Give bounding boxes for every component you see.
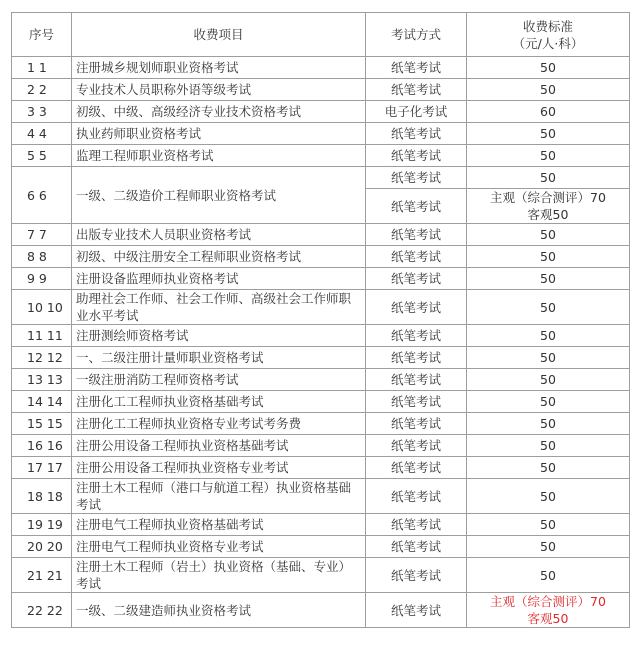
table-row — [12, 347, 630, 369]
row-no: 12 12 — [12, 347, 72, 369]
fee-objective: 客观50 — [527, 611, 569, 626]
table-row — [12, 224, 630, 246]
row-no: 18 18 — [12, 479, 72, 514]
row-item: 注册化工工程师执业资格基础考试 — [72, 391, 366, 413]
table-row — [12, 167, 630, 189]
row-item: 一级、二级造价工程师职业资格考试 — [72, 167, 366, 224]
row-method: 纸笔考试 — [366, 413, 467, 435]
row-fee: 50 — [467, 123, 630, 145]
row-no: 6 6 — [12, 167, 72, 224]
row-fee: 50 — [467, 514, 630, 536]
row-no: 16 16 — [12, 435, 72, 457]
row-method: 纸笔考试 — [366, 268, 467, 290]
row-item: 初级、中级、高级经济专业技术资格考试 — [72, 101, 366, 123]
row-method: 纸笔考试 — [366, 167, 467, 189]
header-item: 收费项目 — [72, 13, 366, 57]
table-row — [12, 558, 630, 593]
row-method: 纸笔考试 — [366, 457, 467, 479]
table-row — [12, 435, 630, 457]
table-row — [12, 479, 630, 514]
row-no: 17 17 — [12, 457, 72, 479]
row-no: 14 14 — [12, 391, 72, 413]
row-no: 2 2 — [12, 79, 72, 101]
row-no: 1 1 — [12, 57, 72, 79]
table-row — [12, 290, 630, 325]
row-method: 纸笔考试 — [366, 536, 467, 558]
row-method: 纸笔考试 — [366, 391, 467, 413]
row-item: 初级、中级注册安全工程师职业资格考试 — [72, 246, 366, 268]
row-fee: 50 — [467, 268, 630, 290]
row-item: 出版专业技术人员职业资格考试 — [72, 224, 366, 246]
row-method: 纸笔考试 — [366, 325, 467, 347]
row-item: 执业药师职业资格考试 — [72, 123, 366, 145]
row-item: 一级、二级建造师执业资格考试 — [72, 593, 366, 628]
row-fee: 50 — [467, 347, 630, 369]
row-fee — [467, 189, 630, 224]
row-no: 13 13 — [12, 369, 72, 391]
row-item: 注册公用设备工程师执业资格专业考试 — [72, 457, 366, 479]
fee-objective: 客观50 — [527, 207, 569, 222]
row-item: 注册土木工程师（岩土）执业资格（基础、专业）考试 — [72, 558, 366, 593]
table-row — [12, 123, 630, 145]
table-row — [12, 593, 630, 628]
row-item: 注册公用设备工程师执业资格基础考试 — [72, 435, 366, 457]
table-row — [12, 369, 630, 391]
row-fee: 50 — [467, 479, 630, 514]
row-no: 8 8 — [12, 246, 72, 268]
header-no: 序号 — [12, 13, 72, 57]
row-method: 纸笔考试 — [366, 79, 467, 101]
row-method: 纸笔考试 — [366, 57, 467, 79]
row-fee: 50 — [467, 536, 630, 558]
row-fee: 50 — [467, 413, 630, 435]
row-method: 纸笔考试 — [366, 246, 467, 268]
row-method: 纸笔考试 — [366, 123, 467, 145]
row-no: 15 15 — [12, 413, 72, 435]
row-method: 纸笔考试 — [366, 145, 467, 167]
row-no: 3 3 — [12, 101, 72, 123]
row-fee — [467, 593, 630, 628]
row-no: 21 21 — [12, 558, 72, 593]
table-row — [12, 325, 630, 347]
row-method: 纸笔考试 — [366, 593, 467, 628]
row-method: 纸笔考试 — [366, 514, 467, 536]
row-no: 4 4 — [12, 123, 72, 145]
row-item: 专业技术人员职称外语等级考试 — [72, 79, 366, 101]
row-item: 注册电气工程师执业资格基础考试 — [72, 514, 366, 536]
row-item: 一级注册消防工程师资格考试 — [72, 369, 366, 391]
row-item: 注册土木工程师（港口与航道工程）执业资格基础考试 — [72, 479, 366, 514]
row-item: 注册化工工程师执业资格专业考试考务费 — [72, 413, 366, 435]
row-no: 10 10 — [12, 290, 72, 325]
row-method: 纸笔考试 — [366, 558, 467, 593]
row-fee: 50 — [467, 369, 630, 391]
fee-table — [11, 12, 630, 628]
row-fee: 50 — [467, 57, 630, 79]
fee-subjective: 主观（综合测评）70 — [490, 594, 606, 609]
table-row — [12, 457, 630, 479]
row-method: 纸笔考试 — [366, 290, 467, 325]
row-no: 22 22 — [12, 593, 72, 628]
table-row — [12, 101, 630, 123]
header-fee — [467, 13, 630, 57]
row-method: 纸笔考试 — [366, 435, 467, 457]
table-row — [12, 246, 630, 268]
row-no: 9 9 — [12, 268, 72, 290]
row-no: 20 20 — [12, 536, 72, 558]
row-method: 纸笔考试 — [366, 189, 467, 224]
row-fee: 50 — [467, 246, 630, 268]
row-item: 注册测绘师资格考试 — [72, 325, 366, 347]
row-fee: 50 — [467, 79, 630, 101]
row-no: 19 19 — [12, 514, 72, 536]
row-method: 纸笔考试 — [366, 479, 467, 514]
row-fee: 50 — [467, 325, 630, 347]
fee-subjective: 主观（综合测评）70 — [490, 190, 606, 205]
row-item: 助理社会工作师、社会工作师、高级社会工作师职业水平考试 — [72, 290, 366, 325]
row-fee: 50 — [467, 290, 630, 325]
row-item: 注册城乡规划师职业资格考试 — [72, 57, 366, 79]
table-row — [12, 79, 630, 101]
row-fee: 50 — [467, 224, 630, 246]
row-fee: 50 — [467, 457, 630, 479]
row-item: 注册设备监理师执业资格考试 — [72, 268, 366, 290]
row-no: 7 7 — [12, 224, 72, 246]
header-fee-unit: （元/人·科） — [512, 35, 584, 51]
row-fee: 50 — [467, 558, 630, 593]
table-row — [12, 268, 630, 290]
row-fee: 50 — [467, 435, 630, 457]
row-no: 5 5 — [12, 145, 72, 167]
header-fee-title: 收费标准 — [522, 18, 573, 34]
table-row — [12, 514, 630, 536]
table-header-row — [12, 13, 630, 57]
row-method: 纸笔考试 — [366, 369, 467, 391]
table-row — [12, 391, 630, 413]
row-fee: 50 — [467, 145, 630, 167]
row-fee: 50 — [467, 167, 630, 189]
row-fee: 50 — [467, 391, 630, 413]
row-method: 纸笔考试 — [366, 347, 467, 369]
table-row — [12, 413, 630, 435]
row-fee: 60 — [467, 101, 630, 123]
table-row — [12, 145, 630, 167]
row-item: 一、二级注册计量师职业资格考试 — [72, 347, 366, 369]
table-row — [12, 536, 630, 558]
header-method: 考试方式 — [366, 13, 467, 57]
row-item: 监理工程师职业资格考试 — [72, 145, 366, 167]
row-method: 纸笔考试 — [366, 224, 467, 246]
row-no: 11 11 — [12, 325, 72, 347]
table-row — [12, 57, 630, 79]
row-method: 电子化考试 — [366, 101, 467, 123]
row-item: 注册电气工程师执业资格专业考试 — [72, 536, 366, 558]
